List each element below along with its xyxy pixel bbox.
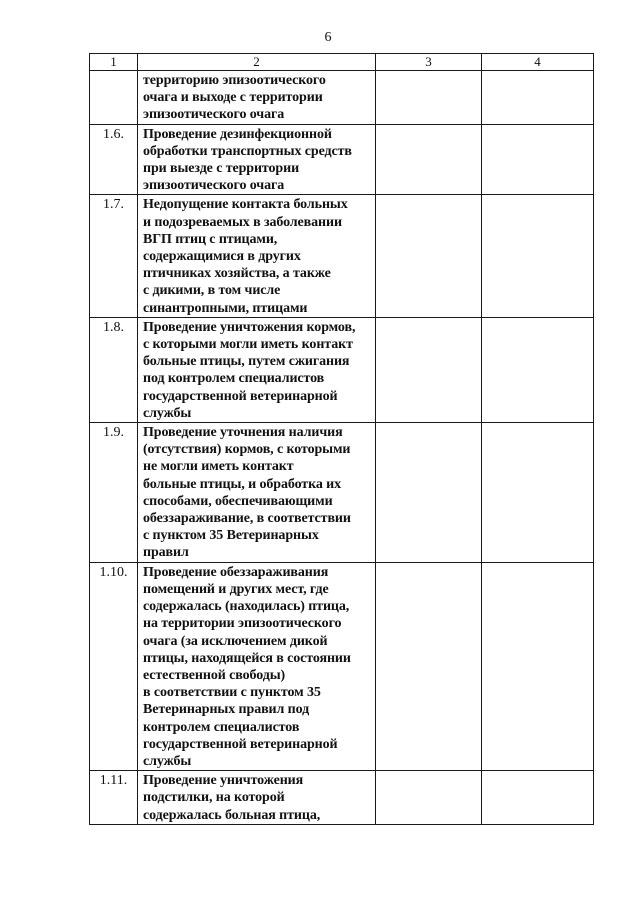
row-col3-cell: [376, 195, 482, 317]
header-col-3: 3: [376, 54, 482, 71]
row-measure-text: Проведение уточнения наличия (отсутствия) кормов, с которыми не могли иметь контакт больные птицы, и обработка их способами, обеспечивающими обеззараживание, в соответствии с пунктом 35 Ветеринарных правил: [138, 423, 376, 563]
row-measure-text: территорию эпизоотического очага и выходе с территории эпизоотического очага: [138, 71, 376, 125]
table-row: [90, 195, 594, 317]
table-row: [90, 562, 594, 770]
table-row: [90, 124, 594, 195]
row-number: 1.8.: [90, 317, 138, 422]
row-col3-cell: [376, 423, 482, 563]
row-col3-cell: [376, 771, 482, 825]
row-number: 1.6.: [90, 124, 138, 195]
table-row: [90, 771, 594, 825]
measures-table: [89, 53, 594, 825]
row-measure-text: Проведение уничтожения кормов, с которыми могли иметь контакт больные птицы, путем сжигания под контролем специалистов государственной ветеринарной службы: [138, 317, 376, 422]
row-col4-cell: [482, 317, 594, 422]
table-row: [90, 317, 594, 422]
header-col-1: 1: [90, 54, 138, 71]
table-row: [90, 71, 594, 125]
row-number: 1.7.: [90, 195, 138, 317]
row-measure-text: Проведение уничтожения подстилки, на которой содержалась больная птица,: [138, 771, 376, 825]
row-number: [90, 71, 138, 125]
row-col3-cell: [376, 124, 482, 195]
row-col3-cell: [376, 562, 482, 770]
table-header-row: [90, 54, 594, 71]
header-col-4: 4: [482, 54, 594, 71]
row-col3-cell: [376, 71, 482, 125]
row-col4-cell: [482, 423, 594, 563]
row-number: 1.10.: [90, 562, 138, 770]
row-col4-cell: [482, 71, 594, 125]
row-col4-cell: [482, 771, 594, 825]
row-measure-text: Проведение обеззараживания помещений и других мест, где содержалась (находилась) птица, на территории эпизоотического очага (за исключением дикой птицы, находящейся в состоянии естественной свободы) в соответствии с пунктом 35 Ветеринарных правил под контролем специалистов государственной ветеринарной службы: [138, 562, 376, 770]
row-number: 1.9.: [90, 423, 138, 563]
header-col-2: 2: [138, 54, 376, 71]
page-number: 6: [324, 30, 332, 45]
row-measure-text: Недопущение контакта больных и подозреваемых в заболевании ВГП птиц с птицами, содержащимися в других птичниках хозяйства, а также с дикими, в том числе синантропными, птицами: [138, 195, 376, 317]
table-row: [90, 423, 594, 563]
row-number: 1.11.: [90, 771, 138, 825]
row-measure-text: Проведение дезинфекционной обработки транспортных средств при выезде с территории эпизоотического очага: [138, 124, 376, 195]
row-col4-cell: [482, 124, 594, 195]
row-col4-cell: [482, 562, 594, 770]
row-col4-cell: [482, 195, 594, 317]
row-col3-cell: [376, 317, 482, 422]
